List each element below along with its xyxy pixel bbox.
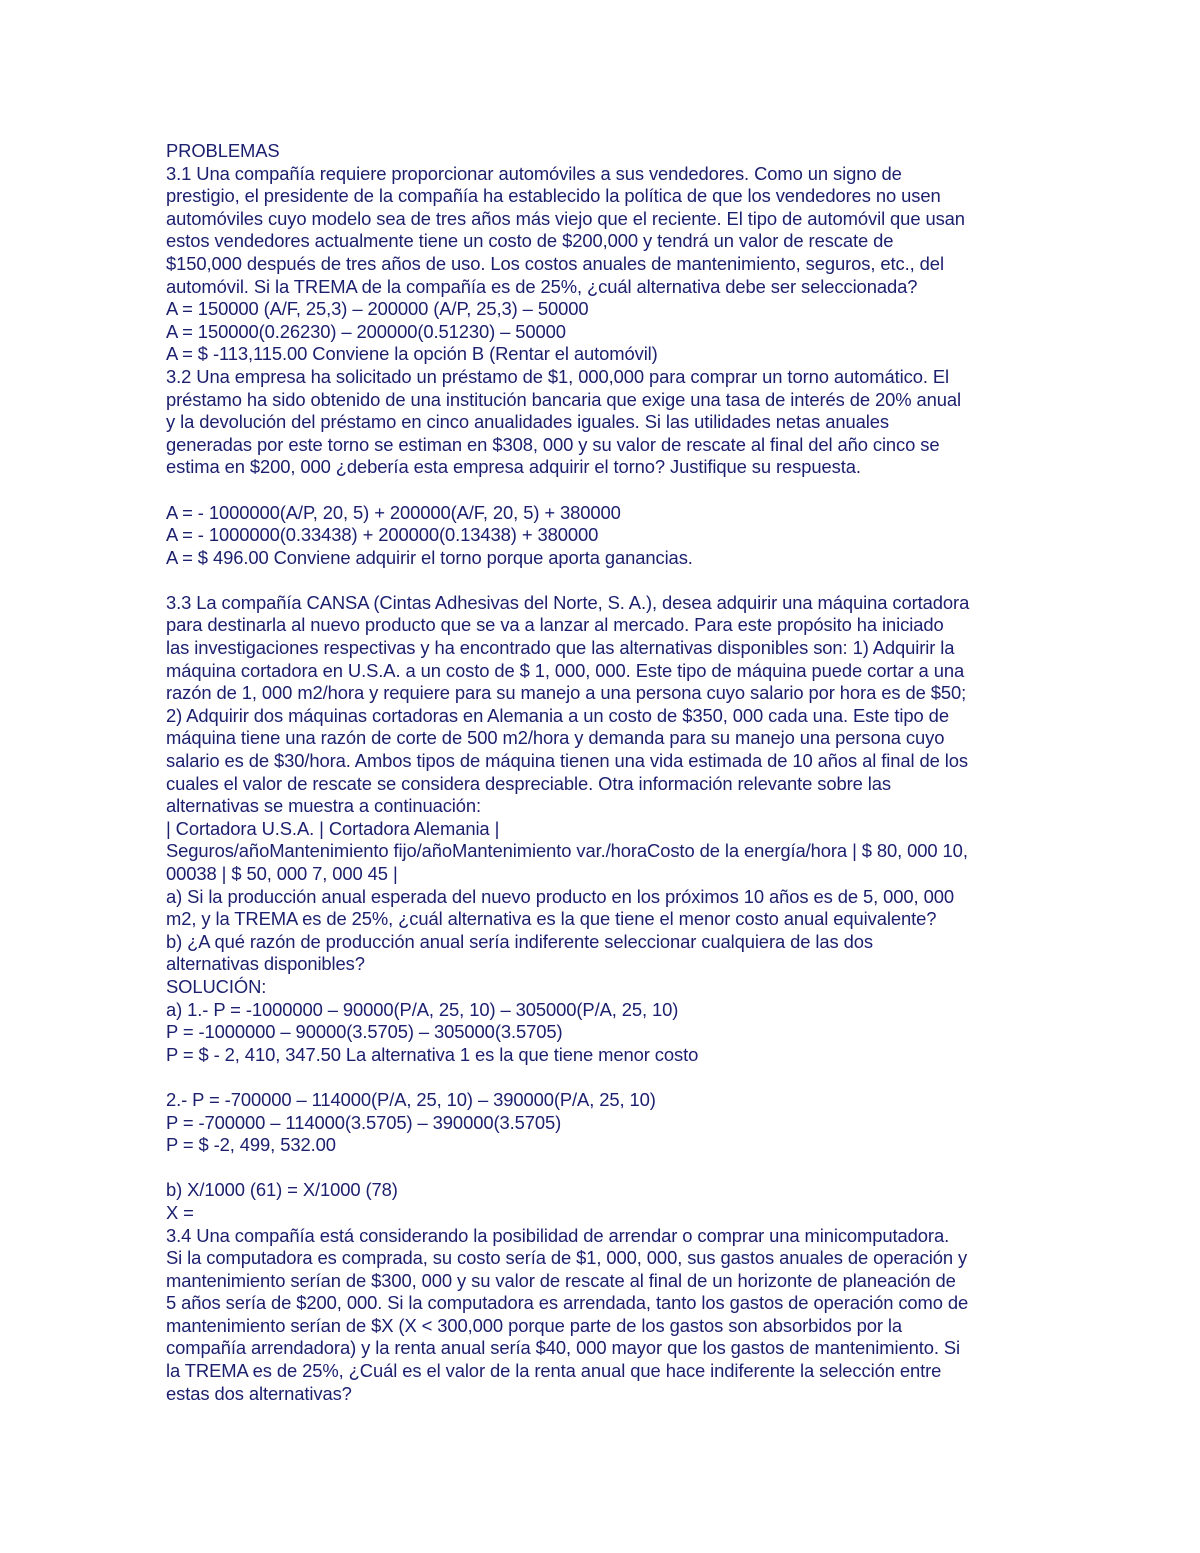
text-line: 3.1 Una compañía requiere proporcionar automóviles a sus vendedores. Como un signo de (166, 162, 902, 184)
text-line: alternativas se muestra a continuación: (166, 795, 482, 817)
text-line: m2, y la TREMA es de 25%, ¿cuál alternativa es la que tiene el menor costo anual equivalente? (166, 908, 937, 930)
text-line: A = $ 496.00 Conviene adquirir el torno porque aporta ganancias. (166, 546, 693, 568)
text-line: estos vendedores actualmente tiene un costo de $200,000 y tendrá un valor de rescate de (166, 230, 894, 252)
text-line: 2.- P = -700000 – 114000(P/A, 25, 10) – 390000(P/A, 25, 10) (166, 1088, 656, 1110)
text-line: alternativas disponibles? (166, 953, 365, 975)
text-line: SOLUCIÓN: (166, 975, 267, 997)
text-line: b) ¿A qué razón de producción anual sería indiferente seleccionar cualquiera de las dos (166, 930, 873, 952)
text-line: la TREMA es de 25%, ¿Cuál es el valor de la renta anual que hace indiferente la selección entre (166, 1360, 942, 1382)
text-line: estas dos alternativas? (166, 1382, 352, 1404)
text-line: salario es de $30/hora. Ambos tipos de máquina tienen una vida estimada de 10 años al final de los (166, 750, 968, 772)
text-line: 3.2 Una empresa ha solicitado un préstamo de $1, 000,000 para comprar un torno automático. El (166, 365, 949, 387)
text-line: A = $ -113,115.00 Conviene la opción B (Rentar el automóvil) (166, 343, 658, 365)
document-page (166, 140, 1046, 1405)
text-line: P = $ - 2, 410, 347.50 La alternativa 1 es la que tiene menor costo (166, 1043, 699, 1065)
text-line: | Cortadora U.S.A. | Cortadora Alemania | (166, 817, 500, 839)
text-line: compañía arrendadora) y la renta anual sería $40, 000 mayor que los gastos de mantenimiento. Si (166, 1337, 961, 1359)
text-line: A = - 1000000(0.33438) + 200000(0.13438) + 380000 (166, 524, 599, 546)
text-line: P = $ -2, 499, 532.00 (166, 1134, 336, 1156)
text-line: A = - 1000000(A/P, 20, 5) + 200000(A/F, 20, 5) + 380000 (166, 501, 621, 523)
blank-line (166, 479, 1046, 502)
text-line: y la devolución del préstamo en cinco anualidades iguales. Si las utilidades netas anuales (166, 411, 890, 433)
text-line: 3.3 La compañía CANSA (Cintas Adhesivas del Norte, S. A.), desea adquirir una máquina cortadora (166, 591, 970, 613)
text-line: a) 1.- P = -1000000 – 90000(P/A, 25, 10) – 305000(P/A, 25, 10) (166, 998, 679, 1020)
blank-line (166, 1157, 1046, 1180)
text-line: 3.4 Una compañía está considerando la posibilidad de arrendar o comprar una minicomputadora. (166, 1224, 950, 1246)
text-line: prestigio, el presidente de la compañía ha establecido la política de que los vendedores no usen (166, 185, 941, 207)
document-body (166, 163, 1046, 1406)
text-line: P = -700000 – 114000(3.5705) – 390000(3.5705) (166, 1111, 562, 1133)
text-line: A = 150000(0.26230) – 200000(0.51230) – 50000 (166, 320, 566, 342)
text-line: a) Si la producción anual esperada del nuevo producto en los próximos 10 años es de 5, 000, 000 (166, 885, 954, 907)
text-line: 00038 | $ 50, 000 7, 000 45 | (166, 863, 398, 884)
text-line: razón de 1, 000 m2/hora y requiere para su manejo a una persona cuyo salario por hora es de $50; (166, 682, 967, 704)
text-line: P = -1000000 – 90000(3.5705) – 305000(3.5705) (166, 1021, 563, 1043)
text-line: Seguros/añoMantenimiento fijo/añoMantenimiento var./horaCosto de la energía/hora | $ 80, 000 10, (166, 840, 968, 862)
text-line: automóviles cuyo modelo sea de tres años más viejo que el reciente. El tipo de automóvil que usan (166, 207, 965, 229)
text-line: estima en $200, 000 ¿debería esta empresa adquirir el torno? Justifique su respuesta. (166, 456, 861, 478)
text-line: 5 años sería de $200, 000. Si la computadora es arrendada, tanto los gastos de operación como de (166, 1292, 969, 1314)
text-line: generadas por este torno se estiman en $308, 000 y su valor de rescate al final del año cinco se (166, 433, 940, 455)
blank-line (166, 1066, 1046, 1089)
text-line: Si la computadora es comprada, su costo sería de $1, 000, 000, sus gastos anuales de operación y (166, 1247, 968, 1269)
blank-line (166, 569, 1046, 592)
text-line: 2) Adquirir dos máquinas cortadoras en Alemania a un costo de $350, 000 cada una. Este tipo de (166, 704, 949, 726)
text-line: $150,000 después de tres años de uso. Los costos anuales de mantenimiento, seguros, etc., del (166, 252, 944, 274)
text-line: mantenimiento serían de $X (X < 300,000 porque parte de los gastos son absorbidos por la (166, 1314, 902, 1336)
text-line: máquina tiene una razón de corte de 500 m2/hora y demanda para su manejo una persona cuyo (166, 727, 945, 749)
document-title: PROBLEMAS (166, 140, 280, 161)
text-line: A = 150000 (A/F, 25,3) – 200000 (A/P, 25,3) – 50000 (166, 298, 589, 320)
text-line: las investigaciones respectivas y ha encontrado que las alternativas disponibles son: 1) Adquirir la (166, 637, 955, 659)
text-line: mantenimiento serían de $300, 000 y su valor de rescate al final de un horizonte de planeación de (166, 1269, 956, 1291)
text-line: para destinarla al nuevo producto que se va a lanzar al mercado. Para este propósito ha iniciado (166, 614, 944, 636)
text-line: X = (166, 1201, 194, 1223)
text-line: máquina cortadora en U.S.A. a un costo de $ 1, 000, 000. Este tipo de máquina puede cortar a una (166, 659, 965, 681)
text-line: préstamo ha sido obtenido de una institución bancaria que exige una tasa de interés de 20% anual (166, 388, 962, 410)
text-line: automóvil. Si la TREMA de la compañía es de 25%, ¿cuál alternativa debe ser seleccionada? (166, 275, 918, 297)
text-line: b) X/1000 (61) = X/1000 (78) (166, 1179, 398, 1201)
text-line: cuales el valor de rescate se considera despreciable. Otra información relevante sobre las (166, 772, 891, 794)
